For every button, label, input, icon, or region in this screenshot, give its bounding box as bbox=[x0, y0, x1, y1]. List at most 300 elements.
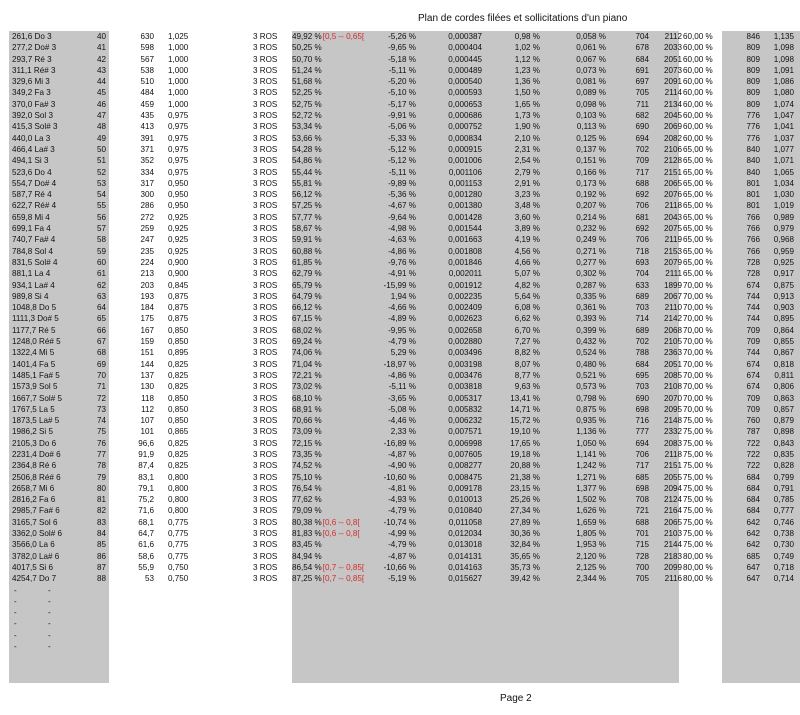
cell-note: 2231,4 Do# 6 bbox=[12, 449, 61, 459]
cell-load-percent: 80,00 % bbox=[683, 551, 713, 561]
cell-percent-b: 0,125 % bbox=[576, 133, 606, 143]
cell-value-a: 0,006232 bbox=[448, 416, 482, 426]
cell-load-percent: 65,00 % bbox=[683, 257, 713, 267]
cell-material: 3 ROS bbox=[253, 190, 278, 200]
cell-value-a: 0,001006 bbox=[448, 156, 482, 166]
cell-value-e: 0,749 bbox=[773, 551, 794, 561]
cell-string-number: 68 bbox=[97, 348, 107, 358]
cell-value-b: 698 bbox=[635, 483, 649, 493]
cell-percent-a: 8,77 % bbox=[514, 370, 540, 380]
cell-value-e: 0,913 bbox=[773, 291, 794, 301]
cell-note: 1485,1 Fa# 5 bbox=[12, 370, 60, 380]
cell-value-c: 2118 bbox=[664, 201, 682, 211]
cell-material: 3 ROS bbox=[253, 529, 278, 539]
cell-deviation: 5,29 % bbox=[390, 348, 416, 358]
cell-ratio-value: 68,02 % bbox=[292, 325, 322, 335]
cell-material: 3 ROS bbox=[253, 43, 278, 53]
cell-diameter: 0,975 bbox=[168, 156, 189, 166]
cell-value-d: 809 bbox=[746, 43, 760, 53]
cell-percent-b: 0,432 % bbox=[576, 337, 606, 347]
cell-ratio-value: 52,75 % bbox=[292, 99, 322, 109]
cell-percent-a: 8,07 % bbox=[514, 359, 540, 369]
cell-value-a: 0,000653 bbox=[448, 99, 482, 109]
cell-value-e: 1,077 bbox=[773, 144, 794, 154]
cell-deviation: -4,89 % bbox=[388, 314, 416, 324]
cell-string-number: 73 bbox=[97, 404, 107, 414]
cell-deviation: -5,12 % bbox=[388, 156, 416, 166]
cell-value-b: 706 bbox=[635, 449, 649, 459]
table-row bbox=[0, 302, 800, 313]
cell-value-a: 0,015627 bbox=[448, 574, 482, 584]
cell-percent-b: 1,502 % bbox=[576, 495, 606, 505]
cell-load-percent: 75,00 % bbox=[683, 517, 713, 527]
cell-value-b: 788 bbox=[635, 348, 649, 358]
cell-string-number: 71 bbox=[97, 382, 107, 392]
cell-string-number: 70 bbox=[97, 370, 107, 380]
cell-value-b: 716 bbox=[635, 416, 649, 426]
cell-value-d: 801 bbox=[746, 201, 760, 211]
cell-load-percent: 65,00 % bbox=[683, 167, 713, 177]
cell-note: 622,7 Ré# 4 bbox=[12, 201, 57, 211]
cell-value-c: 2111 bbox=[665, 269, 682, 279]
cell-value-b: 689 bbox=[635, 291, 649, 301]
cell-load-percent: 75,00 % bbox=[683, 461, 713, 471]
cell-string-number: 87 bbox=[97, 562, 107, 572]
cell-value-d: 722 bbox=[746, 461, 760, 471]
empty-cell-dash: - bbox=[48, 619, 51, 629]
cell-note: 494,1 Si 3 bbox=[12, 156, 49, 166]
empty-cell-dash: - bbox=[14, 642, 17, 652]
cell-ratio bbox=[292, 460, 322, 471]
cell-value-a: 0,002011 bbox=[448, 269, 482, 279]
cell-load-percent: 60,00 % bbox=[683, 111, 713, 121]
cell-value-a: 0,000445 bbox=[448, 54, 482, 64]
cell-value-e: 0,828 bbox=[773, 461, 794, 471]
cell-value-d: 766 bbox=[746, 212, 760, 222]
cell-deviation: 2,33 % bbox=[390, 427, 416, 437]
cell-diameter: 0,975 bbox=[168, 111, 189, 121]
cell-material: 3 ROS bbox=[253, 449, 278, 459]
cell-length: 91,9 bbox=[138, 449, 154, 459]
table-row bbox=[0, 460, 800, 471]
cell-percent-a: 13,41 % bbox=[510, 393, 540, 403]
cell-load-percent: 70,00 % bbox=[683, 337, 713, 347]
cell-load-percent: 75,00 % bbox=[683, 449, 713, 459]
cell-value-d: 642 bbox=[746, 517, 760, 527]
cell-ratio-value: 65,79 % bbox=[292, 280, 322, 290]
cell-note: 3566,0 La 6 bbox=[12, 540, 55, 550]
cell-value-a: 0,001663 bbox=[448, 235, 482, 245]
cell-value-e: 0,857 bbox=[773, 404, 794, 414]
cell-ratio bbox=[292, 517, 360, 528]
cell-length: 61,6 bbox=[138, 540, 154, 550]
cell-material: 3 ROS bbox=[253, 393, 278, 403]
cell-ratio-value: 71,04 % bbox=[292, 359, 322, 369]
cell-value-e: 1,065 bbox=[773, 167, 794, 177]
cell-percent-b: 0,061 % bbox=[576, 43, 606, 53]
cell-string-number: 77 bbox=[97, 449, 107, 459]
cell-string-number: 58 bbox=[97, 235, 107, 245]
cell-string-number: 46 bbox=[97, 99, 107, 109]
cell-material: 3 ROS bbox=[253, 438, 278, 448]
table-row bbox=[0, 268, 800, 279]
cell-percent-a: 5,64 % bbox=[514, 291, 540, 301]
cell-load-percent: 65,00 % bbox=[683, 269, 713, 279]
cell-length: 55,9 bbox=[138, 562, 154, 572]
cell-value-d: 647 bbox=[746, 574, 760, 584]
cell-note: 277,2 Do# 3 bbox=[12, 43, 57, 53]
cell-deviation: -5,08 % bbox=[388, 404, 416, 414]
cell-value-d: 674 bbox=[746, 359, 760, 369]
cell-value-b: 708 bbox=[635, 495, 649, 505]
table-row bbox=[0, 313, 800, 324]
cell-percent-b: 1,953 % bbox=[576, 540, 606, 550]
cell-percent-b: 0,480 % bbox=[576, 359, 606, 369]
cell-ratio bbox=[292, 178, 322, 189]
cell-value-c: 2045 bbox=[663, 111, 682, 121]
cell-ratio-value: 58,67 % bbox=[292, 224, 322, 234]
cell-value-b: 685 bbox=[635, 472, 649, 482]
cell-value-d: 809 bbox=[746, 99, 760, 109]
cell-ratio bbox=[292, 223, 322, 234]
cell-value-d: 674 bbox=[746, 370, 760, 380]
cell-diameter: 0,845 bbox=[168, 280, 189, 290]
cell-percent-a: 19,18 % bbox=[510, 449, 540, 459]
cell-value-d: 766 bbox=[746, 246, 760, 256]
cell-length: 235 bbox=[140, 246, 154, 256]
cell-value-e: 0,864 bbox=[773, 325, 794, 335]
cell-value-d: 787 bbox=[746, 427, 760, 437]
empty-cell-dash: - bbox=[48, 630, 51, 640]
cell-value-a: 0,010840 bbox=[448, 506, 482, 516]
cell-diameter: 0,800 bbox=[168, 506, 189, 516]
cell-note: 2364,8 Ré 6 bbox=[12, 461, 57, 471]
cell-length: 413 bbox=[140, 122, 154, 132]
cell-string-number: 57 bbox=[97, 224, 107, 234]
cell-percent-a: 1,90 % bbox=[514, 122, 540, 132]
cell-note: 1767,5 La 5 bbox=[12, 404, 55, 414]
table-row bbox=[0, 234, 800, 245]
cell-length: 184 bbox=[140, 303, 154, 313]
cell-material: 3 ROS bbox=[253, 404, 278, 414]
cell-diameter: 1,000 bbox=[168, 77, 189, 87]
cell-load-percent: 65,00 % bbox=[683, 212, 713, 222]
cell-note: 1322,4 Mi 5 bbox=[12, 348, 55, 358]
cell-percent-b: 0,521 % bbox=[576, 370, 606, 380]
cell-value-e: 0,785 bbox=[773, 495, 794, 505]
cell-material: 3 ROS bbox=[253, 122, 278, 132]
cell-percent-b: 0,089 % bbox=[576, 88, 606, 98]
cell-value-b: 704 bbox=[635, 269, 649, 279]
cell-material: 3 ROS bbox=[253, 257, 278, 267]
cell-material: 3 ROS bbox=[253, 269, 278, 279]
cell-deviation: -5,36 % bbox=[388, 190, 416, 200]
cell-ratio-value: 50,25 % bbox=[292, 43, 322, 53]
cell-ratio bbox=[292, 381, 322, 392]
cell-percent-b: 0,232 % bbox=[576, 224, 606, 234]
cell-value-b: 705 bbox=[635, 88, 649, 98]
cell-value-c: 2091 bbox=[663, 77, 682, 87]
cell-percent-a: 5,07 % bbox=[514, 269, 540, 279]
cell-note: 881,1 La 4 bbox=[12, 269, 51, 279]
cell-value-a: 0,003198 bbox=[448, 359, 482, 369]
cell-value-a: 0,013018 bbox=[448, 540, 482, 550]
cell-value-e: 0,903 bbox=[773, 303, 794, 313]
cell-percent-b: 0,287 % bbox=[576, 280, 606, 290]
cell-percent-b: 0,875 % bbox=[576, 404, 606, 414]
cell-length: 510 bbox=[140, 77, 154, 87]
cell-value-e: 0,746 bbox=[773, 517, 794, 527]
cell-percent-a: 7,27 % bbox=[514, 337, 540, 347]
cell-percent-a: 23,15 % bbox=[510, 483, 540, 493]
cell-length: 317 bbox=[140, 178, 154, 188]
cell-load-percent: 60,00 % bbox=[683, 99, 713, 109]
cell-load-percent: 70,00 % bbox=[683, 303, 713, 313]
cell-value-d: 722 bbox=[746, 438, 760, 448]
cell-diameter: 0,775 bbox=[168, 540, 189, 550]
cell-value-b: 690 bbox=[635, 122, 649, 132]
cell-string-number: 51 bbox=[97, 156, 107, 166]
cell-percent-b: 0,271 % bbox=[576, 246, 606, 256]
cell-ratio-value: 59,91 % bbox=[292, 235, 322, 245]
cell-value-e: 0,718 bbox=[773, 562, 794, 572]
cell-load-percent: 75,00 % bbox=[683, 416, 713, 426]
table-row bbox=[0, 121, 800, 132]
cell-ratio bbox=[292, 505, 322, 516]
cell-percent-b: 1,271 % bbox=[576, 472, 606, 482]
cell-value-d: 709 bbox=[746, 337, 760, 347]
cell-value-d: 801 bbox=[746, 178, 760, 188]
cell-note: 3362,0 Sol# 6 bbox=[12, 529, 62, 539]
cell-ratio bbox=[292, 494, 322, 505]
cell-percent-a: 30,36 % bbox=[510, 529, 540, 539]
cell-length: 151 bbox=[140, 348, 154, 358]
cell-deviation: -4,87 % bbox=[388, 449, 416, 459]
cell-percent-b: 0,166 % bbox=[576, 167, 606, 177]
cell-diameter: 0,850 bbox=[168, 404, 189, 414]
cell-value-b: 678 bbox=[635, 43, 649, 53]
cell-percent-a: 2,10 % bbox=[514, 133, 540, 143]
cell-value-c: 2151 bbox=[663, 167, 682, 177]
cell-ratio-range: [0,7 -- 0,85[ bbox=[322, 562, 365, 572]
cell-value-a: 0,000404 bbox=[448, 43, 482, 53]
cell-note: 466,4 La# 3 bbox=[12, 144, 55, 154]
cell-material: 3 ROS bbox=[253, 427, 278, 437]
cell-note: 699,1 Fa 4 bbox=[12, 224, 51, 234]
cell-diameter: 0,800 bbox=[168, 472, 189, 482]
table-row bbox=[0, 393, 800, 404]
cell-percent-a: 1,36 % bbox=[514, 77, 540, 87]
cell-ratio-value: 51,68 % bbox=[292, 77, 322, 87]
cell-material: 3 ROS bbox=[253, 495, 278, 505]
cell-deviation: -5,26 % bbox=[388, 32, 416, 41]
cell-diameter: 0,825 bbox=[168, 370, 189, 380]
cell-material: 3 ROS bbox=[253, 517, 278, 527]
cell-load-percent: 80,00 % bbox=[683, 562, 713, 572]
cell-value-d: 744 bbox=[746, 291, 760, 301]
cell-load-percent: 70,00 % bbox=[683, 325, 713, 335]
cell-value-b: 692 bbox=[635, 224, 649, 234]
cell-value-a: 0,007571 bbox=[448, 427, 482, 437]
table-row bbox=[0, 87, 800, 98]
cell-string-number: 50 bbox=[97, 144, 107, 154]
table-row bbox=[0, 404, 800, 415]
cell-length: 87,4 bbox=[138, 461, 154, 471]
cell-deviation: -5,20 % bbox=[388, 77, 416, 87]
cell-value-d: 744 bbox=[746, 348, 760, 358]
cell-percent-a: 17,65 % bbox=[510, 438, 540, 448]
cell-value-e: 0,898 bbox=[773, 427, 794, 437]
cell-value-c: 2105 bbox=[663, 337, 682, 347]
cell-deviation: -5,19 % bbox=[388, 574, 416, 584]
cell-percent-b: 1,377 % bbox=[576, 483, 606, 493]
cell-ratio-range: [0,6 -- 0,8[ bbox=[322, 517, 360, 527]
cell-material: 3 ROS bbox=[253, 88, 278, 98]
cell-percent-b: 0,302 % bbox=[576, 269, 606, 279]
cell-value-c: 2065 bbox=[663, 517, 682, 527]
cell-material: 3 ROS bbox=[253, 201, 278, 211]
cell-value-e: 1,086 bbox=[773, 77, 794, 87]
cell-value-e: 0,791 bbox=[773, 483, 794, 493]
cell-note: 392,0 Sol 3 bbox=[12, 111, 53, 121]
table-row bbox=[0, 381, 800, 392]
cell-value-e: 0,989 bbox=[773, 212, 794, 222]
cell-percent-a: 35,65 % bbox=[510, 551, 540, 561]
cell-note: 2985,7 Fa# 6 bbox=[12, 506, 60, 516]
cell-value-d: 801 bbox=[746, 190, 760, 200]
cell-percent-a: 14,71 % bbox=[510, 404, 540, 414]
cell-ratio bbox=[292, 302, 322, 313]
cell-ratio bbox=[292, 539, 322, 550]
cell-value-c: 2118 bbox=[664, 449, 682, 459]
cell-string-number: 42 bbox=[97, 54, 107, 64]
cell-value-e: 1,074 bbox=[773, 99, 794, 109]
cell-string-number: 56 bbox=[97, 212, 107, 222]
cell-diameter: 0,775 bbox=[168, 529, 189, 539]
cell-length: 371 bbox=[140, 144, 154, 154]
cell-string-number: 79 bbox=[97, 472, 107, 482]
cell-value-b: 694 bbox=[635, 133, 649, 143]
cell-load-percent: 60,00 % bbox=[683, 133, 713, 143]
cell-ratio-value: 57,77 % bbox=[292, 212, 322, 222]
cell-material: 3 ROS bbox=[253, 359, 278, 369]
cell-note: 1667,7 Sol# 5 bbox=[12, 393, 62, 403]
cell-diameter: 0,925 bbox=[168, 235, 189, 245]
cell-value-c: 1899 bbox=[663, 280, 682, 290]
cell-value-b: 718 bbox=[635, 246, 649, 256]
cell-ratio-value: 74,06 % bbox=[292, 348, 322, 358]
cell-load-percent: 70,00 % bbox=[683, 382, 713, 392]
cell-note: 415,3 Sol# 3 bbox=[12, 122, 58, 132]
cell-ratio bbox=[292, 189, 322, 200]
empty-row bbox=[0, 618, 800, 629]
cell-value-b: 690 bbox=[635, 393, 649, 403]
cell-value-e: 1,047 bbox=[773, 111, 794, 121]
cell-percent-a: 6,62 % bbox=[514, 314, 540, 324]
cell-percent-a: 4,82 % bbox=[514, 280, 540, 290]
cell-value-d: 776 bbox=[746, 133, 760, 143]
cell-value-c: 2043 bbox=[663, 212, 682, 222]
cell-percent-b: 2,344 % bbox=[576, 574, 606, 584]
cell-note: 370,0 Fa# 3 bbox=[12, 99, 56, 109]
cell-ratio bbox=[292, 336, 322, 347]
cell-material: 3 ROS bbox=[253, 77, 278, 87]
cell-ratio-value: 75,10 % bbox=[292, 472, 322, 482]
cell-value-e: 1,041 bbox=[773, 122, 794, 132]
cell-deviation: -4,79 % bbox=[388, 506, 416, 516]
cell-value-d: 776 bbox=[746, 111, 760, 121]
cell-percent-a: 1,65 % bbox=[514, 99, 540, 109]
cell-load-percent: 65,00 % bbox=[683, 201, 713, 211]
cell-value-a: 0,008277 bbox=[448, 461, 482, 471]
cell-percent-b: 1,626 % bbox=[576, 506, 606, 516]
cell-note: 587,7 Ré 4 bbox=[12, 190, 52, 200]
cell-ratio bbox=[292, 359, 322, 370]
cell-material: 3 ROS bbox=[253, 325, 278, 335]
cell-value-b: 702 bbox=[635, 144, 649, 154]
table-row bbox=[0, 291, 800, 302]
table-row bbox=[0, 336, 800, 347]
cell-ratio-value: 56,12 % bbox=[292, 190, 322, 200]
cell-ratio-value: 53,34 % bbox=[292, 122, 322, 132]
cell-load-percent: 70,00 % bbox=[683, 404, 713, 414]
cell-string-number: 78 bbox=[97, 461, 107, 471]
cell-value-c: 2116 bbox=[664, 574, 682, 584]
cell-load-percent: 65,00 % bbox=[683, 235, 713, 245]
cell-diameter: 0,825 bbox=[168, 449, 189, 459]
cell-percent-a: 6,70 % bbox=[514, 325, 540, 335]
cell-percent-b: 0,098 % bbox=[576, 99, 606, 109]
cell-value-a: 0,001428 bbox=[448, 212, 482, 222]
cell-diameter: 0,950 bbox=[168, 201, 189, 211]
cell-value-d: 766 bbox=[746, 235, 760, 245]
cell-ratio-value: 49,92 % bbox=[292, 32, 322, 41]
cell-length: 300 bbox=[140, 190, 154, 200]
cell-value-c: 2134 bbox=[663, 99, 682, 109]
cell-value-d: 684 bbox=[746, 506, 760, 516]
cell-diameter: 0,975 bbox=[168, 144, 189, 154]
cell-note: 1401,4 Fa 5 bbox=[12, 359, 56, 369]
cell-ratio bbox=[292, 155, 322, 166]
cell-material: 3 ROS bbox=[253, 65, 278, 75]
cell-ratio-value: 73,09 % bbox=[292, 427, 322, 437]
cell-percent-b: 1,136 % bbox=[576, 427, 606, 437]
cell-string-number: 81 bbox=[97, 495, 107, 505]
cell-diameter: 0,850 bbox=[168, 416, 189, 426]
cell-length: 83,1 bbox=[138, 472, 154, 482]
cell-load-percent: 75,00 % bbox=[683, 506, 713, 516]
cell-length: 68,1 bbox=[138, 517, 154, 527]
cell-percent-a: 25,26 % bbox=[510, 495, 540, 505]
cell-value-a: 0,001380 bbox=[448, 201, 482, 211]
cell-note: 3782,0 La# 6 bbox=[12, 551, 60, 561]
cell-value-a: 0,005832 bbox=[448, 404, 482, 414]
cell-value-e: 1,098 bbox=[773, 43, 794, 53]
cell-value-d: 846 bbox=[746, 32, 760, 41]
cell-percent-b: 0,103 % bbox=[576, 111, 606, 121]
cell-value-b: 684 bbox=[635, 359, 649, 369]
cell-string-number: 80 bbox=[97, 483, 107, 493]
empty-row bbox=[0, 641, 800, 652]
cell-percent-b: 0,935 % bbox=[576, 416, 606, 426]
cell-material: 3 ROS bbox=[253, 246, 278, 256]
cell-value-a: 0,001280 bbox=[448, 190, 482, 200]
cell-value-b: 694 bbox=[635, 438, 649, 448]
table-row bbox=[0, 76, 800, 87]
cell-load-percent: 75,00 % bbox=[683, 540, 713, 550]
cell-value-e: 0,879 bbox=[773, 416, 794, 426]
cell-value-e: 1,098 bbox=[773, 54, 794, 64]
